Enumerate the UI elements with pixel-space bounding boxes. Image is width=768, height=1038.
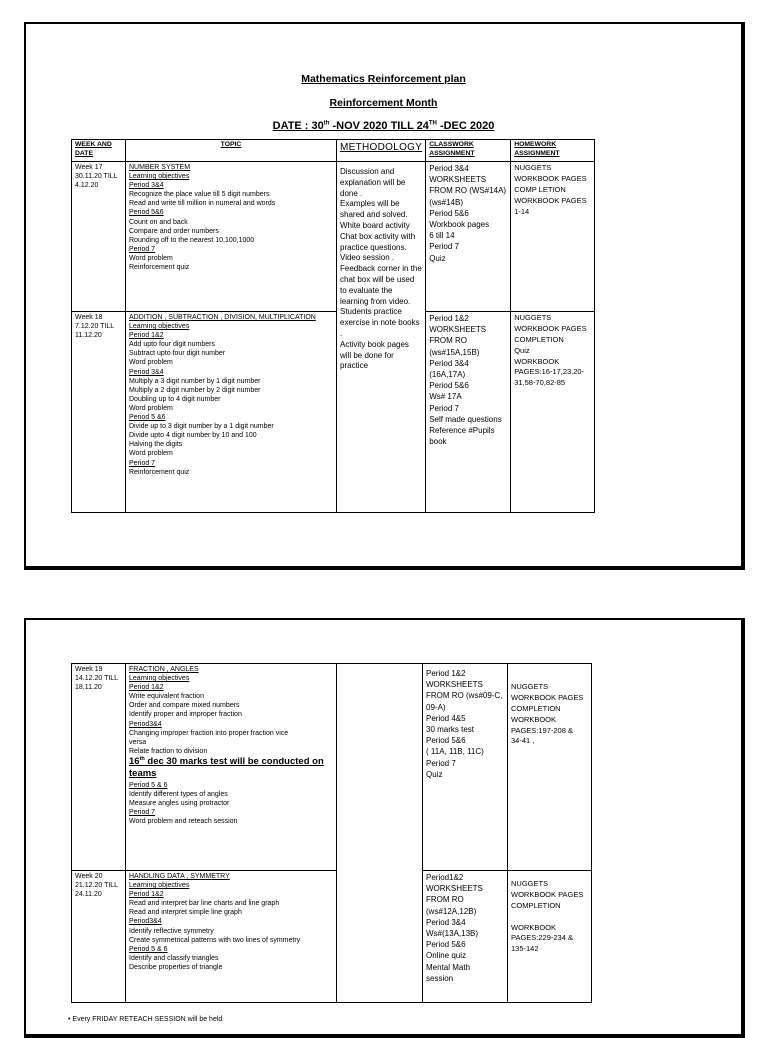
topic-line-sup: th (139, 755, 145, 762)
topic-cell (126, 664, 337, 871)
methodology-cell-empty (337, 664, 423, 1003)
topic-line-rest: dec 30 marks test will be conducted on (144, 756, 324, 768)
topic-line: Read and interpret bar line charts and line graph (129, 900, 280, 908)
topic-line: Write equivalent fraction (129, 693, 204, 701)
homework-cell: NUGGETS WORKBOOK PAGES COMP LETION WORKBOOK PAGES 1-14 (511, 162, 595, 312)
table-row (72, 162, 595, 312)
week-date-cell: Week 19 14.12.20 TILL 18.11.20 (72, 664, 126, 871)
topic-line: Create symmetrical patterns with two lines of symmetry (129, 936, 301, 944)
topic-line: Reinforcement quiz (129, 468, 190, 476)
table-row (72, 312, 595, 513)
topic-subheading: Period 3&4 (129, 182, 164, 190)
topic-line: Reinforcement quiz (129, 264, 190, 272)
topic-line: Divide upto 4 digit number by 10 and 100 (129, 432, 257, 440)
topic-title: FRACTION , ANGLES (129, 666, 199, 673)
topic-subheading: Period 1&2 (129, 684, 164, 692)
topic-cell (126, 312, 337, 513)
topic-line: Halving the digits (129, 441, 183, 449)
topic-subheading: Period3&4 (129, 720, 162, 728)
topic-subheading: Period 7 (129, 245, 156, 253)
topic-line: Count on and back (129, 218, 188, 226)
topic-title: HANDLING DATA , SYMMETRY (129, 873, 230, 880)
topic-subheading: Period 5 &6 (129, 414, 166, 422)
topic-lines (129, 881, 333, 972)
header-week: WEEK AND DATE (72, 140, 126, 162)
topic-subheading: Period 1&2 (129, 891, 164, 899)
topic-line: 16th dec 30 marks test will be conducted on (129, 755, 324, 768)
topic-title: ADDITION , SUBTRACTION , DIVISION, MULTIPLICATION (129, 314, 316, 321)
table-row (72, 871, 592, 1003)
week-date-cell: Week 18 7.12.20 TILL 11.12.20 (72, 312, 126, 513)
topic-line: Compare and order numbers (129, 227, 219, 235)
topic-cell (126, 162, 337, 312)
document-page-1 (24, 22, 745, 570)
topic-subheading: Period 5 & 6 (129, 781, 168, 789)
topic-line: Subtract upto four digit number (129, 350, 226, 358)
methodology-cell: Discussion and explanation will be done . Examples will be shared and solved. White board activity Chat box activity with practice questions. Video session . Feedback corner in the chat box will be used to evaluate the learning from video. Students practice exercise in note books . Activity book pages will be done for practice (337, 162, 426, 513)
topic-line: Word problem (129, 404, 173, 412)
topic-line: Identify different types of angles (129, 790, 228, 798)
topic-line: Identify proper and improper fraction (129, 711, 242, 719)
page-gap (0, 572, 768, 616)
topic-subheading: Learning objectives (129, 675, 190, 683)
topic-subheading: Learning objectives (129, 173, 190, 181)
week-date-cell: Week 20 21.12.20 TILL 24.11.20 (72, 871, 126, 1003)
topic-subheading: Learning objectives (129, 323, 190, 331)
topic-line: versa (129, 738, 147, 746)
topic-line: Word problem (129, 254, 173, 262)
header-classwork: CLASSWORK ASSIGNMENT (426, 140, 511, 162)
topic-line: Identify reflective symmetry (129, 927, 214, 935)
topic-cell (126, 871, 337, 1003)
topic-line: Rounding off to the nearest 10,100,1000 (129, 236, 255, 244)
topic-line: Measure angles using protractor (129, 799, 230, 807)
topic-line: Identify and classify triangles (129, 954, 219, 962)
topic-subheading: Period 5 & 6 (129, 945, 168, 953)
topic-line: Describe properties of triangle (129, 963, 223, 971)
table-header-row (72, 140, 595, 162)
date-range: DATE : 30th -NOV 2020 TILL 24TH -DEC 2020 (272, 120, 495, 132)
topic-line: Recognize the place value till 5 digit numbers (129, 191, 270, 199)
topic-line: Read and interpret simple line graph (129, 909, 242, 917)
topic-line: teams (129, 768, 157, 780)
topic-line: Add upto four digit numbers (129, 341, 215, 349)
topic-title: NUMBER SYSTEM (129, 164, 191, 171)
topic-line: Word problem and reteach session (129, 818, 238, 826)
topic-line: Divide up to 3 digit number by a 1 digit number (129, 423, 274, 431)
classwork-cell: Period1&2 WORKSHEETS FROM RO (ws#12A,12B) Period 3&4 Ws#(13A,13B) Period 5&6 Online quiz Mental Math session (423, 871, 508, 1003)
footnote: • Every FRIDAY RETEACH SESSION will be held (68, 1016, 223, 1023)
topic-subheading: Period 3&4 (129, 368, 164, 376)
topic-lines (129, 172, 333, 272)
topic-line: Relate fraction to division (129, 747, 208, 755)
topic-subheading: Period 5&6 (129, 209, 164, 217)
topic-line: Read and write till million in numeral and words (129, 200, 276, 208)
topic-line: Word problem (129, 450, 173, 458)
topic-subheading: Learning objectives (129, 882, 190, 890)
topic-line: Multiply a 2 digit number by 2 digit number (129, 386, 261, 394)
topic-line: Word problem (129, 359, 173, 367)
topic-line: Doubling up to 4 digit number (129, 395, 221, 403)
topic-subheading: Period 7 (129, 809, 156, 817)
homework-cell: NUGGETS WORKBOOK PAGES COMPLETION WORKBOOK PAGES:197-208 & 34-41 , (508, 664, 592, 871)
document-title: Mathematics Reinforcement plan (301, 73, 466, 85)
topic-lines (129, 674, 333, 826)
week-date-cell: Week 17 30.11.20 TILL 4.12.20 (72, 162, 126, 312)
table-row (72, 664, 592, 871)
topic-line: Order and compare mixed numbers (129, 702, 240, 710)
plan-table-page-1 (71, 139, 595, 513)
topic-lines (129, 322, 333, 477)
classwork-cell: Period 1&2 WORKSHEETS FROM RO (ws#15A,15B) Period 3&4 (16A,17A) Period 5&6 Ws# 17A Period 7 Self made questions Reference #Pupils book (426, 312, 511, 513)
document-page-2 (24, 618, 745, 1038)
plan-table-page-2 (71, 663, 592, 1003)
homework-cell: NUGGETS WORKBOOK PAGES COMPLETION Quiz WORKBOOK PAGES:16-17,23,20- 31,58-70,82-85 (511, 312, 595, 513)
header-topic: TOPIC (126, 140, 337, 162)
topic-subheading: Period 7 (129, 459, 156, 467)
header-methodology: METHODOLOGY (337, 140, 426, 162)
homework-cell: NUGGETS WORKBOOK PAGES COMPLETION WORKBOOK PAGES:229-234 & 135-142 (508, 871, 592, 1003)
classwork-cell: Period 3&4 WORKSHEETS FROM RO (WS#14A) (ws#14B) Period 5&6 Workbook pages 6 till 14 Period 7 Quiz (426, 162, 511, 312)
header-homework: HOMEWORK ASSIGNMENT (511, 140, 595, 162)
document-subtitle: Reinforcement Month (329, 97, 438, 109)
topic-subheading: Period 1&2 (129, 332, 164, 340)
classwork-cell: Period 1&2 WORKSHEETS FROM RO (ws#09-C, 09-A) Period 4&5 30 marks test Period 5&6 ( 11A, 11B, 11C) Period 7 Quiz (423, 664, 508, 871)
topic-subheading: Period3&4 (129, 918, 162, 926)
topic-line: Multiply a 3 digit number by 1 digit number (129, 377, 261, 385)
topic-line: Changing improper fraction into proper fraction vice (129, 729, 289, 737)
